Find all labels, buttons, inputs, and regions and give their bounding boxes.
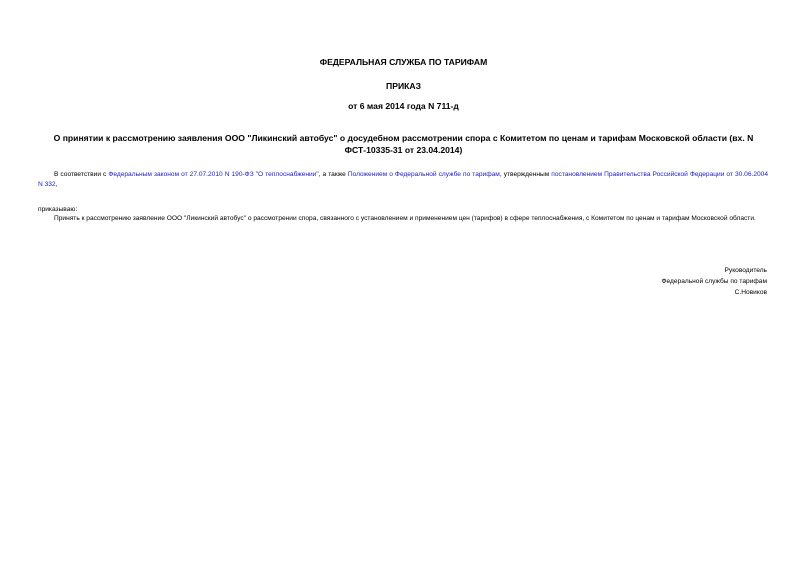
decision-paragraph: Принять к рассмотрению заявление ООО "Ликинский автобус" о рассмотрении спора, связанного с установлением и применением цен (тарифов) в сфере теплоснабжения, с Комитетом по ценам и тарифам Московской области. [54, 215, 756, 222]
federal-law-link[interactable]: Федеральным законом от 27.07.2010 N 190-ФЗ "О теплоснабжении" [108, 171, 319, 178]
signature-name: С.Новиков [734, 289, 767, 296]
signature-position: Руководитель [724, 267, 767, 274]
basis-text-4: , [55, 181, 58, 188]
basis-text-1: В соответствии с [54, 171, 109, 178]
government-decree-link[interactable]: постановлением Правительства Российской Федерации от 30.06.2004 N 332 [38, 171, 768, 188]
signature-organization: Федеральной службы по тарифам [661, 278, 767, 285]
document-type-heading: ПРИКАЗ [386, 81, 421, 91]
document-date-number: от 6 мая 2014 года N 711-д [348, 101, 459, 111]
basis-text-3: , утвержденным [499, 171, 552, 178]
order-word: приказываю: [38, 206, 78, 213]
agency-heading: ФЕДЕРАЛЬНАЯ СЛУЖБА ПО ТАРИФАМ [319, 57, 488, 67]
basis-paragraph [38, 170, 768, 190]
basis-text-2: , а также [318, 171, 348, 178]
regulation-link[interactable]: Положением о Федеральной службе по тарифам [347, 171, 500, 178]
document-title: О принятии к рассмотрению заявления ООО "Ликинский автобус" о досудебном рассмотрении спора с Комитетом по ценам и тарифам Московской области (вх. N ФСТ-10335-31 от 23.04.2014) [53, 133, 754, 155]
